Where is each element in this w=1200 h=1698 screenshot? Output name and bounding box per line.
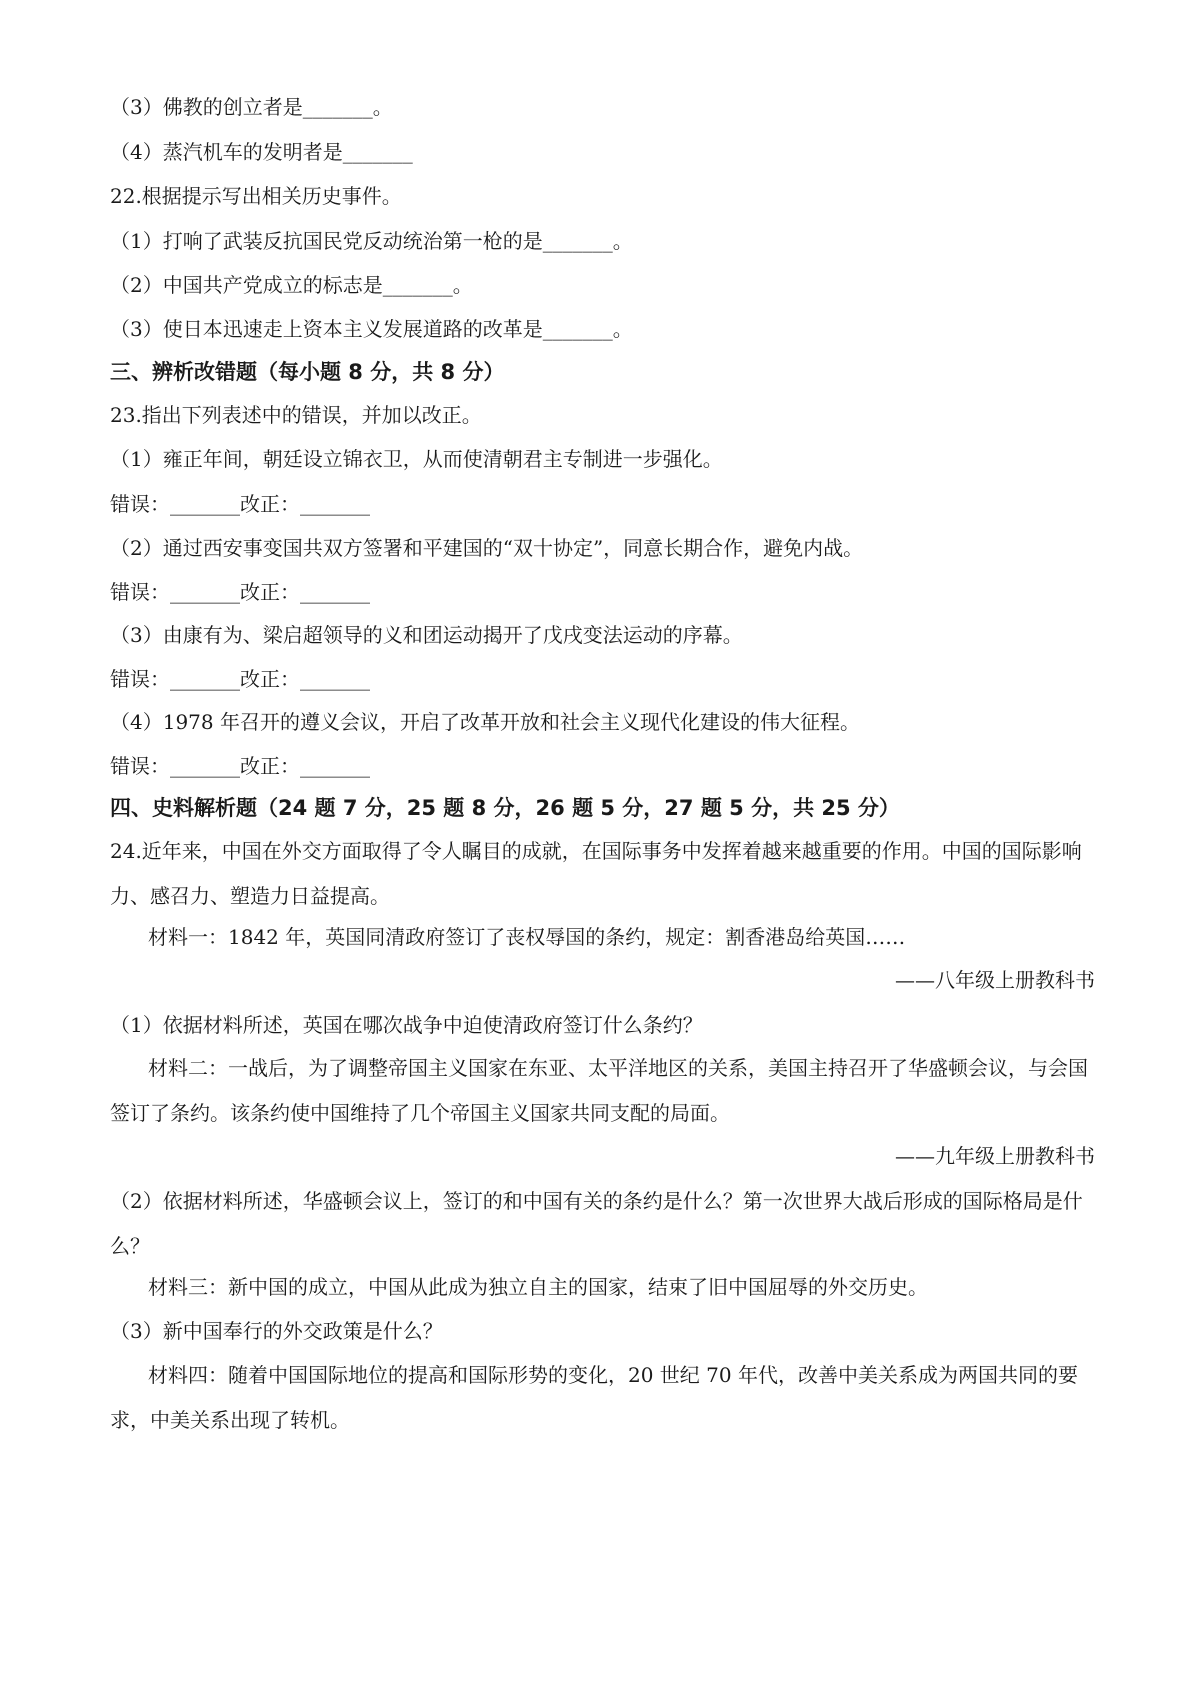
material-3: 材料三：新中国的成立，中国从此成为独立自主的国家，结束了旧中国屈辱的外交历史。: [148, 1275, 928, 1299]
q23-item-2: （2）通过西安事变国共双方签署和平建国的“双十协定”，同意长期合作，避免内战。: [110, 536, 864, 560]
q24-sub-2: （2）依据材料所述，华盛顿会议上，签订的和中国有关的条约是什么？第一次世界大战后形成的国际格局是什么？: [110, 1189, 1083, 1258]
q23-answer-line-2: 错误：_______改正：_______: [110, 580, 370, 604]
section-4-heading: 四、史料解析题（24 题 7 分，25 题 8 分，26 题 5 分，27 题 5 分，共 25 分）: [110, 796, 900, 820]
q23-answer-line-4: 错误：_______改正：_______: [110, 754, 370, 778]
q21-item-4: （4）蒸汽机车的发明者是_______: [110, 140, 413, 164]
q22-item-3: （3）使日本迅速走上资本主义发展道路的改革是_______。: [110, 317, 633, 341]
q24-sub-3: （3）新中国奉行的外交政策是什么？: [110, 1319, 443, 1343]
q22-stem: 22.根据提示写出相关历史事件。: [110, 184, 402, 208]
q23-item-4: （4）1978 年召开的遵义会议，开启了改革开放和社会主义现代化建设的伟大征程。: [110, 710, 860, 734]
q23-item-1: （1）雍正年间，朝廷设立锦衣卫，从而使清朝君主专制进一步强化。: [110, 447, 723, 471]
q24-sub-1: （1）依据材料所述，英国在哪次战争中迫使清政府签订什么条约？: [110, 1013, 703, 1037]
material-1-source: ——八年级上册教科书: [895, 968, 1095, 992]
q21-item-3: （3）佛教的创立者是_______。: [110, 95, 393, 119]
material-1: 材料一：1842 年，英国同清政府签订了丧权辱国的条约，规定：割香港岛给英国……: [148, 925, 906, 949]
material-2: 材料二：一战后，为了调整帝国主义国家在东亚、太平洋地区的关系，美国主持召开了华盛顿会议，与会国签订了条约。该条约使中国维持了几个帝国主义国家共同支配的局面。: [110, 1056, 1088, 1125]
q23-stem: 23.指出下列表述中的错误，并加以改正。: [110, 403, 482, 427]
material-4: 材料四：随着中国国际地位的提高和国际形势的变化，20 世纪 70 年代，改善中美关系成为两国共同的要求，中美关系出现了转机。: [110, 1363, 1078, 1432]
section-3-heading: 三、辨析改错题（每小题 8 分，共 8 分）: [110, 360, 505, 384]
q22-item-2: （2）中国共产党成立的标志是_______。: [110, 273, 473, 297]
material-2-source: ——九年级上册教科书: [895, 1144, 1095, 1168]
q23-answer-line-3: 错误：_______改正：_______: [110, 667, 370, 691]
q23-item-3: （3）由康有为、梁启超领导的义和团运动揭开了戊戌变法运动的序幕。: [110, 623, 743, 647]
q23-answer-line-1: 错误：_______改正：_______: [110, 492, 370, 516]
q24-stem: 24.近年来，中国在外交方面取得了令人瞩目的成就，在国际事务中发挥着越来越重要的作用。中国的国际影响力、感召力、塑造力日益提高。: [110, 839, 1082, 908]
q22-item-1: （1）打响了武装反抗国民党反动统治第一枪的是_______。: [110, 229, 633, 253]
